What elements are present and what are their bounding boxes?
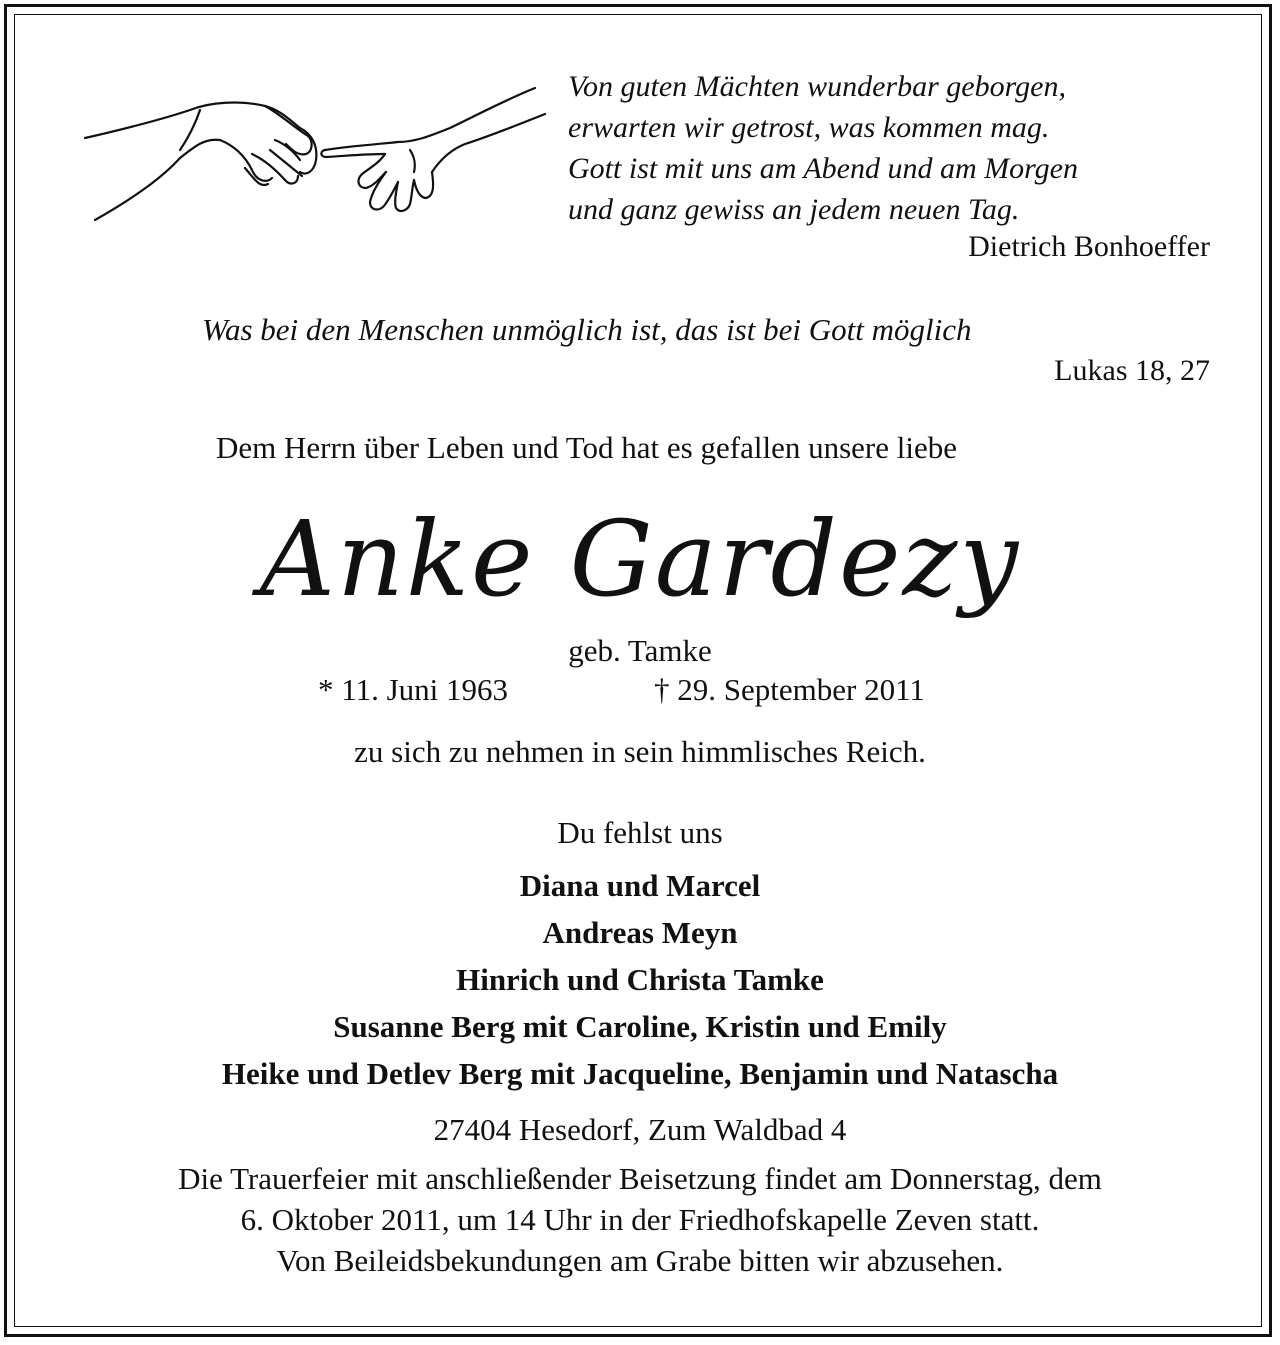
birth-name: geb. Tamke: [568, 633, 712, 668]
funeral-line: 6. Oktober 2011, um 14 Uhr in der Friedhofskapelle Zeven statt.: [240, 1202, 1040, 1237]
mourner-entry: Diana und Marcel: [519, 868, 761, 903]
verse-text: Was bei den Menschen unmöglich ist, das ist bei Gott möglich: [202, 312, 972, 347]
outro-text: zu sich zu nehmen in sein himmlisches Reich.: [354, 734, 926, 769]
death-date: † 29. September 2011: [654, 672, 925, 707]
funeral-line: Die Trauerfeier mit anschließender Beisetzung findet am Donnerstag, dem: [178, 1161, 1102, 1196]
mourner-entry: Susanne Berg mit Caroline, Kristin und Emily: [333, 1009, 947, 1044]
birth-date: * 11. Juni 1963: [318, 672, 509, 707]
intro-text: Dem Herrn über Leben und Tod hat es gefallen unsere liebe: [216, 430, 957, 465]
funeral-info: [0, 1158, 1280, 1281]
mourner-entry: Heike und Detlev Berg mit Jacqueline, Benjamin und Natascha: [221, 1056, 1059, 1091]
poem-author: Dietrich Bonhoeffer: [968, 230, 1210, 263]
poem-line: Von guten Mächten wunderbar geborgen,: [568, 70, 1066, 103]
poem-line: und ganz gewiss an jedem neuen Tag.: [568, 193, 1020, 226]
poem-block: [568, 66, 1078, 230]
mourner-entry: Andreas Meyn: [542, 915, 738, 950]
funeral-line: Von Beileidsbekundungen am Grabe bitten wir abzusehen.: [276, 1243, 1004, 1278]
hands-illustration-icon: [80, 80, 550, 230]
miss-line: Du fehlst uns: [557, 815, 723, 850]
poem-line: Gott ist mit uns am Abend und am Morgen: [568, 152, 1078, 185]
mourner-entry: Hinrich und Christa Tamke: [456, 962, 824, 997]
deceased-name: Anke Gardezy: [259, 498, 1021, 620]
address: 27404 Hesedorf, Zum Waldbad 4: [433, 1112, 847, 1147]
mourners-list: [0, 862, 1280, 1097]
verse-reference: Lukas 18, 27: [1054, 354, 1210, 387]
poem-line: erwarten wir getrost, was kommen mag.: [568, 111, 1050, 144]
